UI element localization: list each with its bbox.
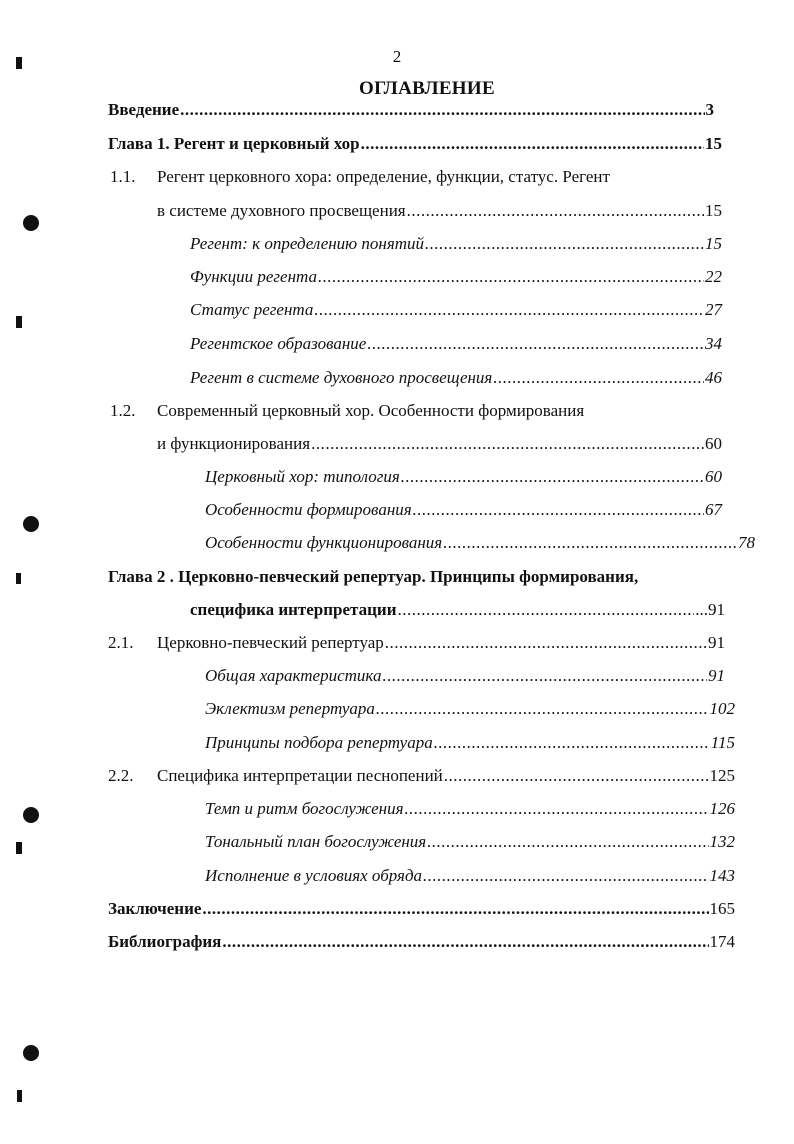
binding-hole bbox=[23, 1045, 39, 1061]
toc-subentry[interactable] bbox=[190, 367, 722, 389]
toc-subentry[interactable] bbox=[205, 831, 735, 853]
leader-dots bbox=[398, 599, 695, 621]
toc-entry-section-1-2[interactable] bbox=[157, 433, 722, 455]
toc-entry-section-1-1[interactable] bbox=[157, 200, 722, 222]
leader-dots bbox=[311, 433, 704, 455]
toc-entry-page: 126 bbox=[709, 799, 735, 818]
toc-entry-page: 125 bbox=[709, 766, 735, 785]
binding-mark bbox=[16, 842, 22, 854]
leader-dots bbox=[314, 299, 704, 321]
binding-hole bbox=[23, 807, 39, 823]
leader-dots bbox=[413, 499, 704, 521]
leader-dots bbox=[427, 831, 708, 853]
toc-entry-page: 34 bbox=[705, 334, 722, 353]
toc-subentry[interactable] bbox=[190, 299, 722, 321]
leader-dots bbox=[222, 931, 708, 953]
leader-dots bbox=[425, 233, 704, 255]
toc-entry-page: 102 bbox=[709, 699, 735, 718]
toc-entry-label: Темп и ритм богослужения bbox=[205, 799, 404, 818]
toc-entry-section-2-2[interactable] bbox=[157, 765, 735, 787]
toc-subentry[interactable] bbox=[205, 532, 755, 554]
toc-subentry[interactable] bbox=[205, 865, 735, 887]
toc-entry-page: 15 bbox=[705, 234, 722, 253]
leader-dots bbox=[367, 333, 704, 355]
leader-dots bbox=[382, 665, 707, 687]
binding-mark bbox=[17, 1090, 22, 1102]
leader-dots bbox=[444, 765, 709, 787]
toc-entry-page: 22 bbox=[705, 267, 722, 286]
toc-entry-label: Введение bbox=[108, 100, 180, 119]
leader-dots bbox=[202, 898, 708, 920]
toc-entry-conclusion[interactable] bbox=[108, 898, 735, 920]
toc-entry-label: Регентское образование bbox=[190, 334, 367, 353]
toc-entry-label: Статус регента bbox=[190, 300, 314, 319]
toc-subentry[interactable] bbox=[205, 499, 722, 521]
toc-entry-label: Общая характеристика bbox=[205, 666, 382, 685]
toc-subentry[interactable] bbox=[205, 466, 722, 488]
toc-entry-label: Эклектизм репертуара bbox=[205, 699, 375, 718]
toc-entry-section-2-1[interactable] bbox=[157, 632, 725, 654]
toc-entry-page: 78 bbox=[738, 533, 755, 552]
toc-subentry[interactable] bbox=[205, 732, 735, 754]
toc-entry-page: 46 bbox=[705, 368, 722, 387]
toc-entry-page: 15 bbox=[705, 134, 722, 153]
toc-entry-page: 3 bbox=[705, 100, 714, 119]
leader-dots bbox=[443, 532, 737, 554]
toc-subentry[interactable] bbox=[205, 798, 735, 820]
toc-subentry[interactable] bbox=[190, 233, 722, 255]
leader-dots bbox=[407, 200, 704, 222]
leader-dots bbox=[401, 466, 704, 488]
binding-hole bbox=[23, 215, 39, 231]
toc-entry-label: Принципы подбора репертуара bbox=[205, 733, 433, 752]
toc-subentry[interactable] bbox=[190, 333, 722, 355]
toc-entry-label: Церковно-певческий репертуар bbox=[157, 633, 384, 652]
toc-entry-label: Особенности формирования bbox=[205, 500, 412, 519]
toc-entry-label: Регент: к определению понятий bbox=[190, 234, 425, 253]
leader-dots bbox=[404, 798, 708, 820]
section-title-line: Современный церковный хор. Особенности формирования bbox=[157, 401, 585, 420]
binding-mark bbox=[16, 573, 21, 584]
section-number: 1.1. bbox=[110, 167, 136, 186]
toc-entry-chapter-1[interactable] bbox=[108, 133, 722, 155]
toc-entry-page: 143 bbox=[709, 866, 735, 885]
toc-entry-page: 27 bbox=[705, 300, 722, 319]
toc-entry-label: Функции регента bbox=[190, 267, 317, 286]
toc-entry-bibliography[interactable] bbox=[108, 931, 735, 953]
leader-dots bbox=[180, 99, 704, 121]
section-number: 1.2. bbox=[110, 401, 136, 420]
toc-entry-label: Тональный план богослужения bbox=[205, 832, 427, 851]
leader-dots bbox=[361, 133, 704, 155]
toc-entry-page: ...91 bbox=[695, 600, 725, 619]
leader-dots bbox=[385, 632, 707, 654]
toc-entry-label: Заключение bbox=[108, 899, 202, 918]
toc-entry-page: 174 bbox=[709, 932, 735, 951]
chapter-2-title-line: Глава 2 . Церковно-певческий репертуар. Принципы формирования, bbox=[108, 567, 639, 586]
toc-entry-page: 115 bbox=[710, 733, 735, 752]
toc-subentry[interactable] bbox=[205, 665, 725, 687]
toc-entry-label: Регент в системе духовного просвещения bbox=[190, 368, 493, 387]
toc-entry-page: 60 bbox=[705, 434, 722, 453]
toc-entry-label: Особенности функционирования bbox=[205, 533, 443, 552]
toc-entry-page: 15 bbox=[705, 201, 722, 220]
page-title: ОГЛАВЛЕНИЕ bbox=[359, 78, 495, 99]
toc-subentry[interactable] bbox=[205, 698, 735, 720]
toc-entry-intro[interactable] bbox=[108, 99, 714, 121]
leader-dots bbox=[318, 266, 704, 288]
toc-entry-label: специфика интерпретации bbox=[190, 600, 397, 619]
page-number: 2 bbox=[392, 47, 402, 66]
toc-entry-label: Специфика интерпретации песнопений bbox=[157, 766, 443, 785]
leader-dots bbox=[376, 698, 709, 720]
toc-entry-page: 165 bbox=[709, 899, 735, 918]
section-number: 2.1. bbox=[108, 633, 134, 652]
toc-entry-page: 67 bbox=[705, 500, 722, 519]
toc-entry-label: Глава 1. Регент и церковный хор bbox=[108, 134, 360, 153]
section-title-line: Регент церковного хора: определение, функции, статус. Регент bbox=[157, 167, 610, 186]
toc-subentry[interactable] bbox=[190, 266, 722, 288]
leader-dots bbox=[493, 367, 704, 389]
toc-entry-label: Церковный хор: типология bbox=[205, 467, 400, 486]
toc-entry-label: Библиография bbox=[108, 932, 222, 951]
binding-hole bbox=[23, 516, 39, 532]
toc-entry-page: 132 bbox=[709, 832, 735, 851]
toc-entry-label: в системе духовного просвещения bbox=[157, 201, 406, 220]
binding-mark bbox=[16, 316, 22, 328]
toc-entry-label: Исполнение в условиях обряда bbox=[205, 866, 423, 885]
leader-dots bbox=[434, 732, 710, 754]
section-number: 2.2. bbox=[108, 766, 134, 785]
leader-dots bbox=[423, 865, 708, 887]
toc-entry-page: 91 bbox=[708, 633, 725, 652]
toc-entry-chapter-2[interactable] bbox=[190, 599, 725, 621]
toc-entry-page: 60 bbox=[705, 467, 722, 486]
toc-entry-page: 91 bbox=[708, 666, 725, 685]
toc-entry-label: и функционирования bbox=[157, 434, 311, 453]
